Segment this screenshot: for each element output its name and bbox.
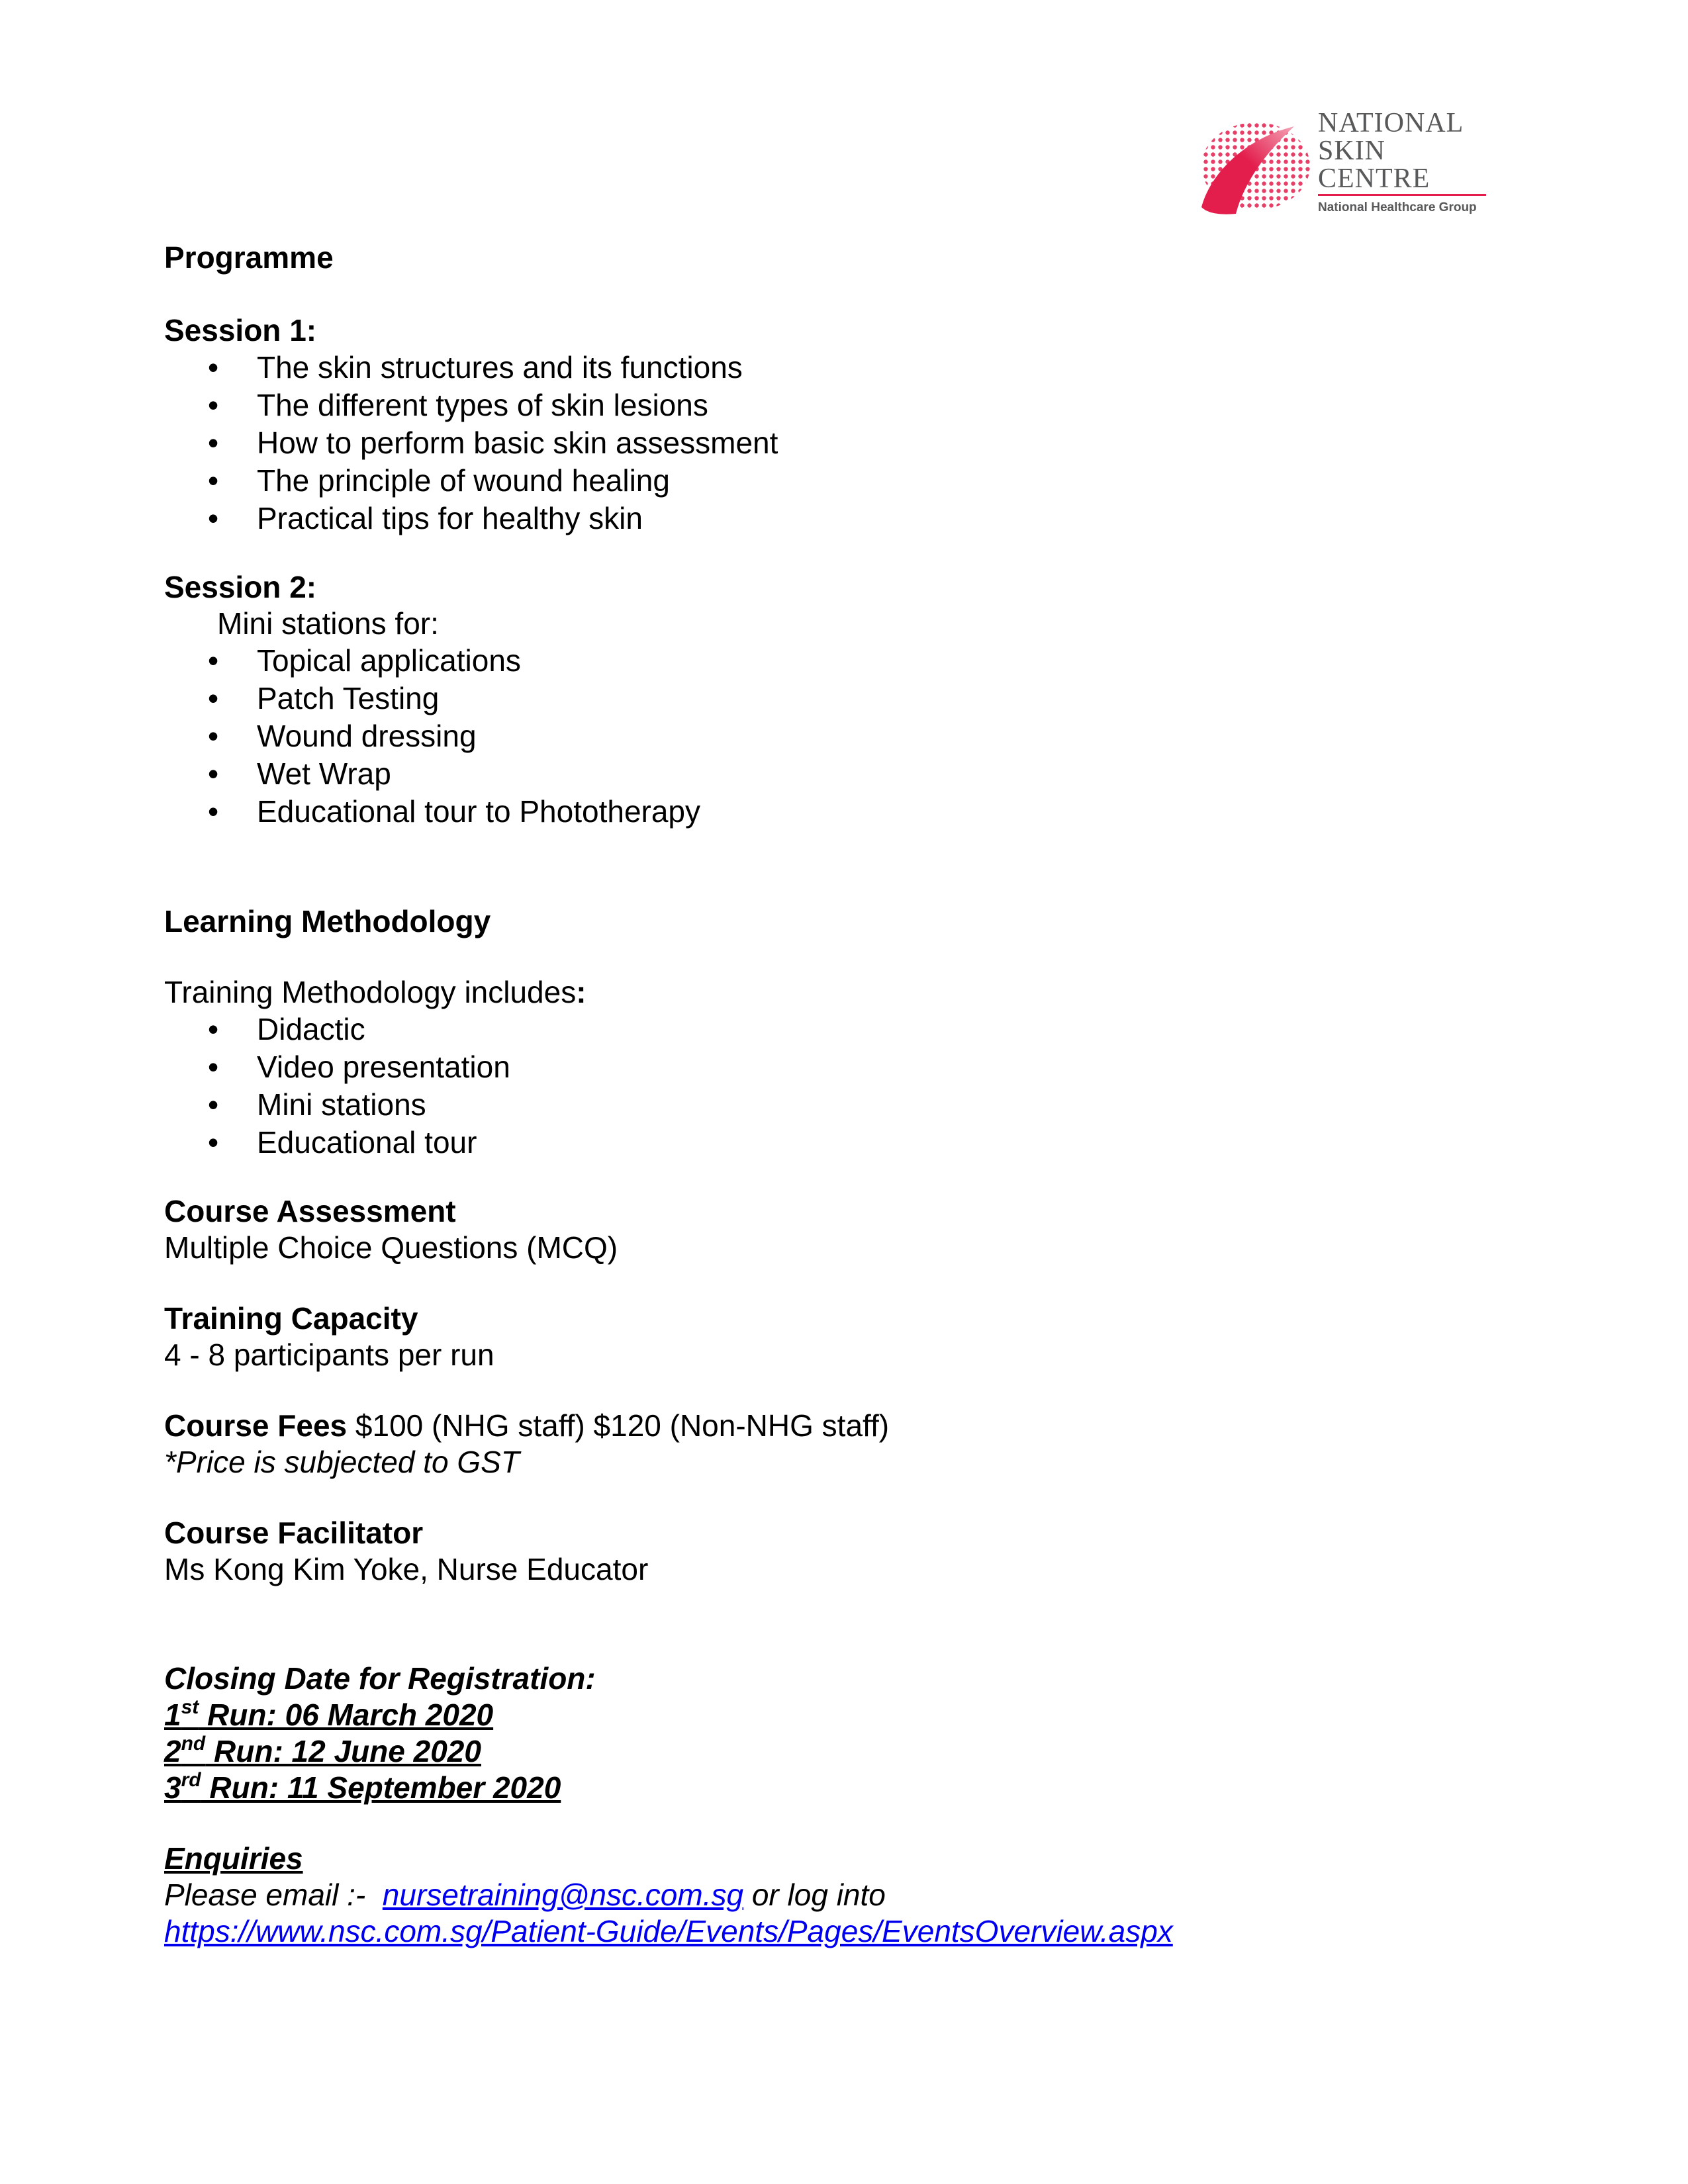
learning-heading: Learning Methodology	[164, 904, 491, 938]
logo-divider	[1318, 194, 1486, 196]
logo-line-1: NATIONAL	[1318, 108, 1464, 138]
list-item: • Didactic	[164, 1011, 1528, 1048]
logo-subtitle: National Healthcare Group	[1318, 201, 1477, 214]
session1-heading: Session 1:	[164, 313, 317, 347]
assessment-text: Multiple Choice Questions (MCQ)	[164, 1230, 618, 1265]
list-item: • The principle of wound healing	[164, 462, 1528, 500]
closing-run-1: 1st Run: 06 March 2020	[164, 1696, 494, 1732]
red-dotted-circle-logo-icon	[1195, 114, 1311, 220]
list-item: • Video presentation	[164, 1048, 1528, 1086]
list-item: • Mini stations	[164, 1086, 1528, 1124]
capacity-text: 4 - 8 participants per run	[164, 1338, 494, 1372]
assessment-heading: Course Assessment	[164, 1194, 456, 1228]
list-item: • How to perform basic skin assessment	[164, 424, 1528, 462]
list-item: • The different types of skin lesions	[164, 387, 1528, 424]
facilitator-text: Ms Kong Kim Yoke, Nurse Educator	[164, 1552, 649, 1586]
list-item: • Educational tour	[164, 1124, 1528, 1161]
closing-run-2: 2nd Run: 12 June 2020	[164, 1732, 481, 1768]
facilitator-heading: Course Facilitator	[164, 1516, 424, 1550]
session1-list	[164, 349, 1528, 537]
session2-heading: Session 2:	[164, 570, 317, 604]
learning-list	[164, 1011, 1528, 1161]
enquiries-email-line: Please email :- nursetraining@nsc.com.sg or log into	[164, 1878, 886, 1912]
list-item: • Practical tips for healthy skin	[164, 500, 1528, 537]
nsc-logo	[1195, 109, 1493, 222]
logo-line-3: CENTRE	[1318, 163, 1430, 194]
fees-text: $100 (NHG staff) $120 (Non-NHG staff)	[347, 1408, 890, 1443]
enquiries-url-line	[164, 1913, 1528, 1950]
fees-line	[164, 1408, 1528, 1444]
session2-list	[164, 642, 1528, 831]
closing-run-3: 3rd Run: 11 September 2020	[164, 1768, 561, 1805]
capacity-heading: Training Capacity	[164, 1301, 418, 1336]
logo-line-2: SKIN	[1318, 136, 1386, 166]
list-item: • Wet Wrap	[164, 755, 1528, 793]
list-item: • Wound dressing	[164, 717, 1528, 755]
programme-heading: Programme	[164, 240, 334, 275]
list-item: • Educational tour to Phototherapy	[164, 793, 1528, 831]
events-url-link[interactable]: https://www.nsc.com.sg/Patient-Guide/Events/Pages/EventsOverview.aspx	[164, 1914, 1173, 1948]
learning-intro: Training Methodology includes:	[164, 975, 586, 1009]
list-item: • Topical applications	[164, 642, 1528, 680]
email-link[interactable]: nursetraining@nsc.com.sg	[382, 1878, 744, 1912]
fees-heading: Course Fees	[164, 1408, 348, 1443]
fees-note: *Price is subjected to GST	[164, 1445, 520, 1479]
closing-heading: Closing Date for Registration:	[164, 1661, 596, 1696]
enquiries-heading: Enquiries	[164, 1841, 303, 1876]
list-item: • The skin structures and its functions	[164, 349, 1528, 387]
session2-intro: Mini stations for:	[217, 606, 439, 641]
list-item: • Patch Testing	[164, 680, 1528, 717]
document-body	[164, 240, 1528, 1950]
